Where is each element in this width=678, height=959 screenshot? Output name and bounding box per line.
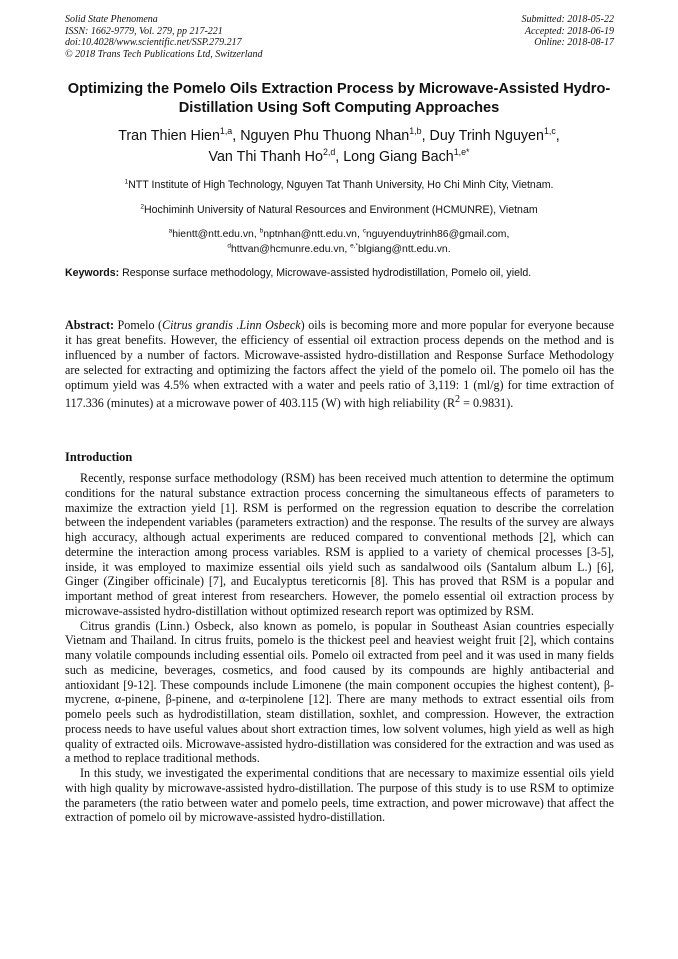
author: Tran Thien Hien$^{1,a}$,	[118, 126, 241, 144]
email[interactable]: $^{e,*}$blgiang@ntt.edu.vn.	[350, 242, 451, 255]
section-heading-introduction: Introduction	[65, 450, 133, 464]
issn-line: ISSN: 1662-9779, Vol. 279, pp 217-221	[65, 25, 223, 37]
author-emails	[40, 228, 638, 257]
online-date: Online: 2018-08-17	[534, 37, 614, 49]
keywords	[65, 266, 614, 281]
affiliation: $^1$NTT Institute of High Technology, Nguyen Tat Thanh University, Ho Chi Minh City, Vietnam.	[124, 178, 554, 191]
submitted-date: Submitted: 2018-05-22	[521, 14, 614, 25]
journal-info	[65, 14, 263, 60]
keywords-text: Response surface methodology, Microwave-assisted hydrodistillation, Pomelo oil, yield.	[119, 267, 532, 279]
paragraph: In this study, we investigated the experimental conditions that are necessary to maximize essential oils yield with high quality by microwave-assisted hydro-distillation. The purpose of this study is to use RSM to optimize the parameters (the ratio between water and pomelo peels, time extraction, and power microwave) that affect the extraction of pomelo oil by microwave-assisted hydro-distillation.	[65, 766, 614, 825]
author: Long Giang Bach$^{1,e*}$	[343, 147, 470, 165]
paragraph: Citrus grandis (Linn.) Osbeck, also known as pomelo, is popular in Southeast Asian countries especially Vietnam and Thailand. In citrus fruits, pomelo is the thickest peel and heaviest weight fruit [2], which contains many volatile compounds including essential oils. Pomelo oil extracted from peel and it was used in many fields such as medicine, beverages, cosmetics, and food caused by its compounds are highly antibacterial and antioxidant [9-12]. These compounds include Limonene (the main component occupies the highest content), β-mycrene, α-pinene, β-pinene, and α-terpinolene [12]. There are many methods to extract essential oils from pomelo peels such as hydrodistillation, steam distillation, soxhlet, and compression. However, the extraction process needs to have useful values about short extraction times, low solvent volumes, high yield as well as high quality of extracted oils. Microwave-assisted hydro-distillation was considered for the extraction and was used as a method to replace traditional methods.	[65, 618, 614, 766]
publication-dates	[522, 14, 615, 49]
abstract: Abstract: Pomelo (Citrus grandis .Linn Osbeck) oils is becoming more and more popular for everyone because it has great benefits. However, the efficiency of essential oil extraction process depends on the method and is influenced by a number of factors. Microwave-assisted hydro-distillation and Response Surface Methodology are selected for extracting and optimizing the factors affect the yield of the pomelo oil. The pomelo oil has the optimum yield was 4.5% when extracted with a water and peels ratio of 3,119: 1 (ml/g) for time extraction of 117.336 (minutes) at a microwave power of 403.115 (W) with high reliability $(R^2 = 0.9831)$.	[65, 318, 614, 410]
introduction-body	[65, 471, 614, 825]
accepted-date: Accepted: 2018-06-19	[524, 25, 614, 37]
email[interactable]: $^c$nguyenduytrinh86@gmail.com,	[362, 227, 510, 240]
affiliation: $^2$Hochiminh University of Natural Resources and Environment (HCMUNRE), Vietnam	[140, 203, 538, 216]
email[interactable]: $^d$httvan@hcmunre.edu.vn,	[227, 242, 351, 255]
copyright-line: © 2018 Trans Tech Publications Ltd, Switzerland	[65, 48, 263, 60]
species-name: Citrus grandis .Linn Osbeck	[162, 318, 301, 332]
paragraph: Recently, response surface methodology (RSM) has been received much attention to determine the optimum conditions for the natural substance extraction process concerning the simultaneous effects of parameters to maximize the extraction yield [1]. RSM is performed on the regression equation to describe the correlation between the independent variables (parameters extraction) and the response. The results of the survey are always high accuracy, although actual experiments are reduced compared to conventional methods [2], which can determine the interaction among process variables. RSM is applied to a variety of chemical processes [3-5], inside, it was employed to maximize essential oils yield such as sandalwood oils (Santalum album L.) [6], Ginger (Zingiber officinale) [7], and Eucalyptus tereticornis [8]. This has proved that RSM is a popular and important method of great interest from researchers. However, the pomelo essential oil extraction process by microwave-assisted hydro-distillation without optimized research report was optimized by RSM.	[65, 471, 614, 618]
paper-title: Optimizing the Pomelo Oils Extraction Process by Microwave-Assisted Hydro-Distillation Using Soft Computing Approaches	[67, 81, 611, 116]
email[interactable]: $^a$hientt@ntt.edu.vn,	[168, 227, 260, 240]
abstract-label: Abstract:	[65, 318, 115, 332]
author: Nguyen Phu Thuong Nhan$^{1,b}$,	[240, 126, 430, 144]
keywords-label: Keywords:	[65, 267, 120, 279]
doi-line: doi:10.4028/www.scientific.net/SSP.279.217	[65, 37, 242, 49]
author: Van Thi Thanh Ho$^{2,d}$,	[208, 147, 344, 165]
author-list	[40, 126, 638, 168]
author: Duy Trinh Nguyen$^{1,c}$,	[429, 126, 560, 144]
journal-name: Solid State Phenomena	[65, 14, 158, 25]
email[interactable]: $^b$nptnhan@ntt.edu.vn,	[259, 227, 363, 240]
